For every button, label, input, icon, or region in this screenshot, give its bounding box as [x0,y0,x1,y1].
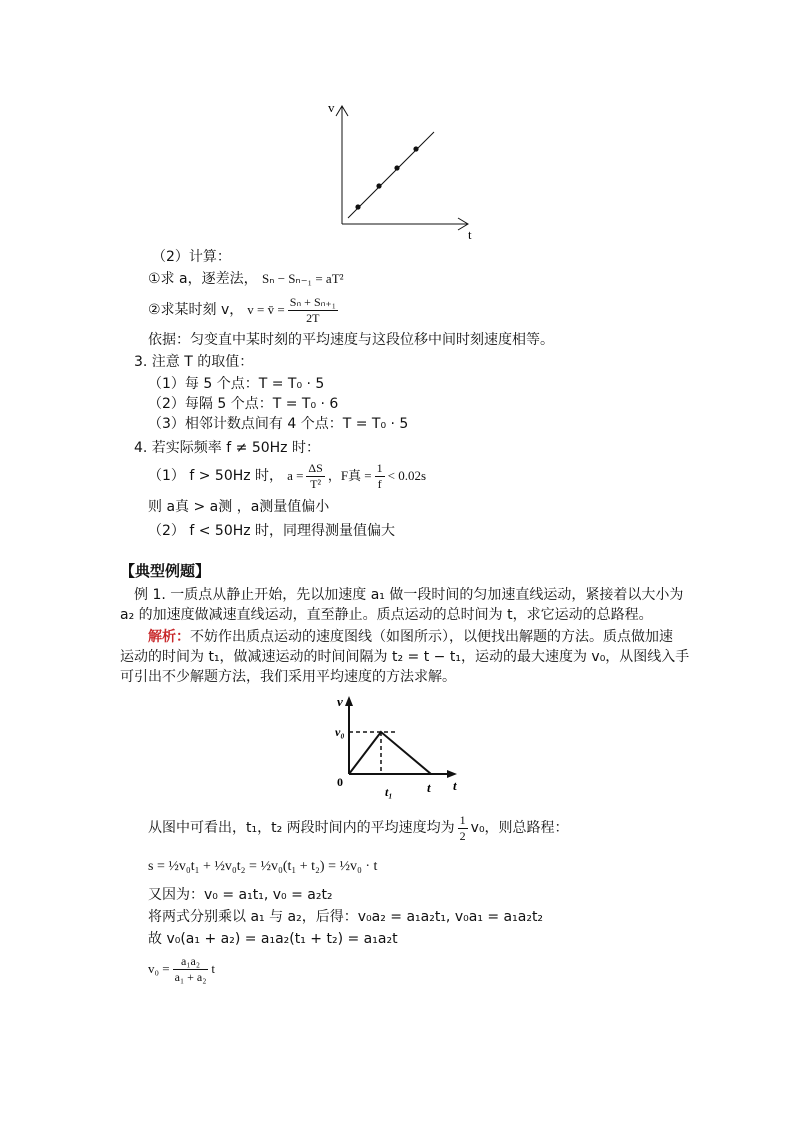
t-axis-label: t [453,778,457,793]
solution-line-5: 故 v₀(a₁ + a₂) = a₁a₂(t₁ + t₂) = a₁a₂t [148,931,398,947]
t-axis-arrow [447,770,457,778]
v-axis-arrow [345,696,353,706]
calc-item1 [148,270,344,288]
freq-item1-a: a = [287,468,304,483]
solution-line-1-den: 2 [459,828,466,843]
analysis-text-1: 不妨作出质点运动的速度图线（如图所示），以便找出解题的方法。质点做加速 [190,629,673,645]
velocity-line [348,132,434,218]
freq-item1-prefix: （1） f > 50Hz 时， [148,468,284,484]
data-point [355,204,360,209]
calc-item1-prefix: ①求 a，逐差法， [148,271,258,287]
analysis-line-1 [148,628,673,646]
calc-item2-prefix: ②求某时刻 v， [148,302,244,318]
solution-line-2: s = ½v₀t₁ + ½v₀t₂ = ½v₀(t₁ + t₂) = ½v₀ · t [148,859,378,874]
solution-line-6-den: a₁ + a₂ [174,969,207,984]
solution-line-1-num: 1 [459,812,466,827]
data-point [394,165,399,170]
freq-item1-num2: 1 [376,460,383,475]
calc-item2 [148,292,341,328]
calc-item2-fraction [288,295,338,326]
freq-item1-den2: f [377,476,382,491]
origin-label: 0 [337,775,343,789]
analysis-line-3: 可引出不少解题方法，我们采用平均速度的方法求解。 [120,669,456,685]
freq-heading: 4. 若实际频率 f ≠ 50Hz 时： [134,440,320,456]
note-heading: 3. 注意 T 的取值： [134,354,254,370]
solution-line-4: 将两式分别乘以 a₁ 与 a₂，后得：v₀a₂ = a₁a₂t₁, v₀a₁ = a₁a₂t₂ [148,909,544,925]
example-title: 【典型例题】 [120,562,211,580]
v-axis-label: v [328,100,335,115]
freq-item1-fraction-f [375,461,385,492]
solution-line-6-num: a₁a₂ [173,954,209,970]
note-item-3: （3）相邻计数点间有 4 个点：T = T₀ · 5 [148,416,409,432]
calc-item2-numerator: Sₙ + Sₙ₊₁ [289,294,336,309]
solution-line-6-left: v₀ = [148,961,170,976]
solution-line-3: 又因为：v₀ = a₁t₁, v₀ = a₂t₂ [148,887,333,903]
t-label: t [427,780,431,795]
freq-item2: （2） f < 50Hz 时，同理得测量值偏大 [148,523,396,539]
freq-item1 [148,458,426,494]
data-point [376,183,381,188]
solution-line-6 [148,950,215,988]
calc-basis: 依据：匀变直中某时刻的平均速度与这段位移中间时刻速度相等。 [148,332,554,348]
calc-item2-denominator: 2T [306,310,320,325]
solution-line-6-right: t [211,961,216,976]
note-item-2: （2）每隔 5 个点：T = T₀ · 6 [148,396,339,412]
calc-heading: （2）计算： [152,249,231,265]
t1-label: t₁ [385,785,393,799]
freq-item1-mid: ，F真 = [327,468,372,483]
velocity-triangle [349,732,431,774]
example-line-1: 例 1. 一质点从静止开始，先以加速度 a₁ 做一段时间的匀加速直线运动，紧接着以大小为 [134,587,684,603]
freq-item1-tail: < 0.02s [387,468,427,483]
v-axis-label: v [337,694,343,709]
t-axis-label: t [468,227,472,242]
vt-graph-linear [320,98,480,243]
v0-label: v₀ [335,725,345,739]
solution-line-1-fraction [458,813,468,844]
solution-line-1 [148,810,569,846]
data-point [413,146,418,151]
note-item-1: （1）每 5 个点：T = T₀ · 5 [148,376,325,392]
solution-line-1-suffix: v₀，则总路程： [470,820,569,836]
example-line-2: a₂ 的加速度做减速直线运动，直至静止。质点运动的总时间为 t，求它运动的总路程。 [120,607,653,623]
calc-item2-formula-left: v = v̄ = [247,302,285,317]
analysis-label: 解析： [148,629,190,645]
solution-line-1-prefix: 从图中可看出，t₁，t₂ 两段时间内的平均速度均为 [148,820,455,836]
vt-graph-triangle [335,694,465,802]
freq-item1-num: ΔS [308,460,323,475]
calc-item1-formula: Sₙ − Sₙ₋₁ = aT² [262,271,344,286]
freq-item1-fraction-a [306,461,324,492]
freq-item1-result: 则 a真 > a测 ，a测量值偏小 [148,499,330,515]
analysis-line-2: 运动的时间为 t₁，做减速运动的时间间隔为 t₂ = t − t₁，运动的最大速度为 v₀，从图线入手 [120,649,690,665]
freq-item1-den: T² [310,476,322,491]
solution-line-6-fraction [173,954,209,985]
